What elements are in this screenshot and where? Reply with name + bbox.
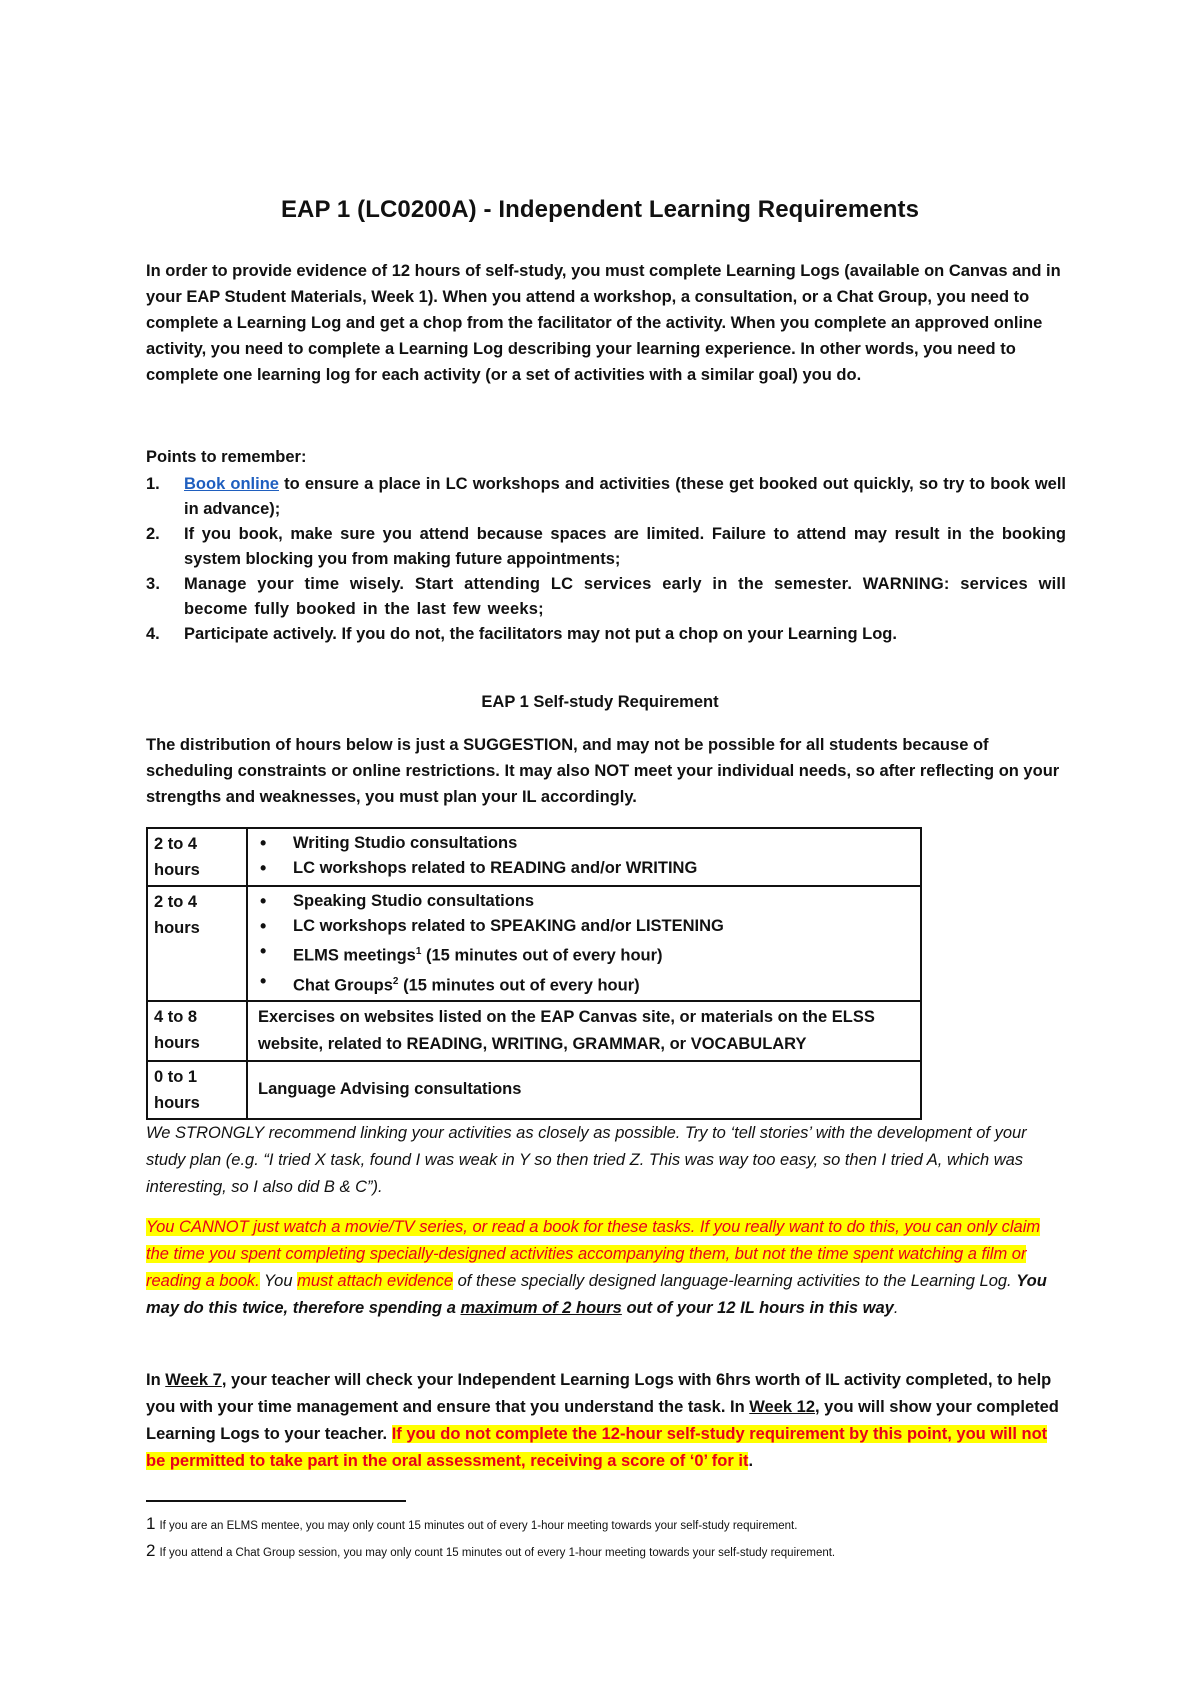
- list-number: 3.: [146, 575, 161, 593]
- final-end: .: [748, 1452, 754, 1470]
- points-heading: Points to remember:: [146, 448, 307, 466]
- recommendation-paragraph: We STRONGLY recommend linking your activities as closely as possible. Try to ‘tell stories’ with the development of your study plan (e.g. “I tried X task, found I was weak in Y so then tried Z. This was way too easy, so then I tried A, which was interesting, so I also did B & C”).: [146, 1124, 1027, 1196]
- warning-text: You: [259, 1272, 298, 1290]
- list-number: 4.: [146, 625, 160, 643]
- list-item: [146, 572, 1066, 622]
- intro-paragraph: In order to provide evidence of 12 hours of self-study, you must complete Learning Logs (available on Canvas and in your EAP Student Materials, Week 1). When you attend a workshop, a consultation, or a Chat Group, you need to complete a Learning Log and get a chop from the facilitator of the activity. When you complete an approved online activity, you need to complete a Learning Log describing your learning experience. In other words, you need to complete one learning log for each activity (or a set of activities with a similar goal) you do.: [146, 262, 1061, 384]
- bullet-item: [258, 969, 914, 999]
- footnote: [146, 1516, 1106, 1534]
- footnote-text: If you attend a Chat Group session, you may only count 15 minutes out of every 1-hour meeting towards your self-study requirement.: [159, 1547, 836, 1559]
- limit-text: out of your 12 IL hours in this way: [621, 1299, 894, 1317]
- warning-highlight: You CANNOT just watch a movie/TV series, or read a book for these tasks. If you really want to do this, you can only claim the time you spent completing specially-designed activities accompanying them, but not the time spent watching a film or reading a book.: [146, 1218, 1041, 1290]
- table-row: [147, 1061, 921, 1119]
- bullet-item: • Speaking Studio consultations: [258, 889, 914, 914]
- warning-paragraph: [146, 1214, 1066, 1322]
- elms-suffix: (15 minutes out of every hour): [421, 946, 663, 965]
- table-row: [147, 828, 921, 886]
- footnote-divider: [146, 1500, 406, 1502]
- elms-label: ELMS meetings: [293, 946, 416, 965]
- footnote-number: 1: [146, 1514, 156, 1533]
- list-number: 2.: [146, 525, 160, 543]
- final-text: , your teacher will check your Independent Learning Logs with 6hrs worth of IL activity completed, to help you with your time management and ensure that you understand the task. In: [146, 1371, 1052, 1416]
- activities-cell: [247, 1061, 921, 1119]
- evidence-highlight: must attach evidence: [297, 1272, 454, 1290]
- table-row: [147, 886, 921, 1001]
- hours-cell: 0 to 1 hours: [147, 1061, 247, 1119]
- page-title: EAP 1 (LC0200A) - Independent Learning Requirements: [280, 196, 920, 223]
- activities-cell: [247, 886, 921, 1001]
- week-7-text: Week 7: [165, 1371, 222, 1389]
- list-item-text: Participate actively. If you do not, the facilitators may not put a chop on your Learning Log.: [184, 625, 897, 643]
- limit-text: You may do this twice, therefore spending a: [146, 1272, 1047, 1317]
- list-number: 1.: [146, 475, 160, 493]
- hours-cell: 2 to 4 hours: [147, 828, 247, 886]
- table-row: [147, 1001, 921, 1061]
- bullet-item: [258, 939, 914, 969]
- final-text: In: [146, 1371, 166, 1389]
- requirements-table: [146, 827, 922, 1120]
- list-item: [146, 622, 1066, 647]
- footnote: [146, 1543, 1106, 1561]
- activity-text: Language Advising consultations: [258, 1079, 522, 1098]
- warning-end: .: [893, 1299, 899, 1317]
- footnote-number: 2: [146, 1541, 156, 1560]
- final-text: , you will show your completed Learning Logs to your teacher.: [146, 1398, 1059, 1443]
- footnote-ref: 1: [415, 946, 422, 957]
- chat-label: Chat Groups: [293, 976, 393, 994]
- footnote-text: If you are an ELMS mentee, you may only count 15 minutes out of every 1-hour meeting towards your self-study requirement.: [159, 1520, 798, 1532]
- list-item: [146, 522, 1066, 572]
- footnote-ref: 2: [392, 975, 399, 987]
- hours-cell: 2 to 4 hours: [147, 886, 247, 1001]
- points-list: [146, 472, 1066, 647]
- list-item-text: to ensure a place in LC workshops and activities (these get booked out quickly, so try to book well in advance);: [184, 475, 1066, 518]
- bullet-item: • Writing Studio consultations: [258, 831, 914, 856]
- bullet-item: • LC workshops related to SPEAKING and/or LISTENING: [258, 914, 914, 939]
- section-heading: EAP 1 Self-study Requirement: [481, 693, 719, 711]
- final-paragraph: [146, 1367, 1066, 1475]
- activities-cell: [247, 828, 921, 886]
- list-item-text: If you book, make sure you attend because spaces are limited. Failure to attend may result in the booking system blocking you from making future appointments;: [184, 525, 1066, 568]
- activities-cell: Exercises on websites listed on the EAP Canvas site, or materials on the ELSS website, related to READING, WRITING, GRAMMAR, or VOCABULARY: [247, 1001, 921, 1061]
- bullet-item: • LC workshops related to READING and/or WRITING: [258, 856, 914, 881]
- list-item-text: Manage your time wisely. Start attending LC services early in the semester. WARNING: services will become fully booked in the last few weeks;: [184, 575, 1066, 618]
- list-item: [146, 472, 1066, 522]
- week-12-text: Week 12: [749, 1398, 816, 1416]
- max-hours-text: maximum of 2 hours: [460, 1299, 622, 1317]
- book-online-link[interactable]: Book online: [184, 475, 279, 493]
- chat-suffix: (15 minutes out of every hour): [398, 976, 640, 994]
- hours-cell: 4 to 8 hours: [147, 1001, 247, 1061]
- distribution-note: The distribution of hours below is just a SUGGESTION, and may not be possible for all students because of scheduling constraints or online restrictions. It may also NOT meet your individual needs, so after reflecting on your strengths and weaknesses, you must plan your IL accordingly.: [146, 736, 1060, 806]
- warning-text: of these specially designed language-learning activities to the Learning Log.: [453, 1272, 1017, 1290]
- final-warning-highlight: If you do not complete the 12-hour self-study requirement by this point, you will not be permitted to take part in the oral assessment, receiving a score of ‘0’ for it: [146, 1425, 1048, 1470]
